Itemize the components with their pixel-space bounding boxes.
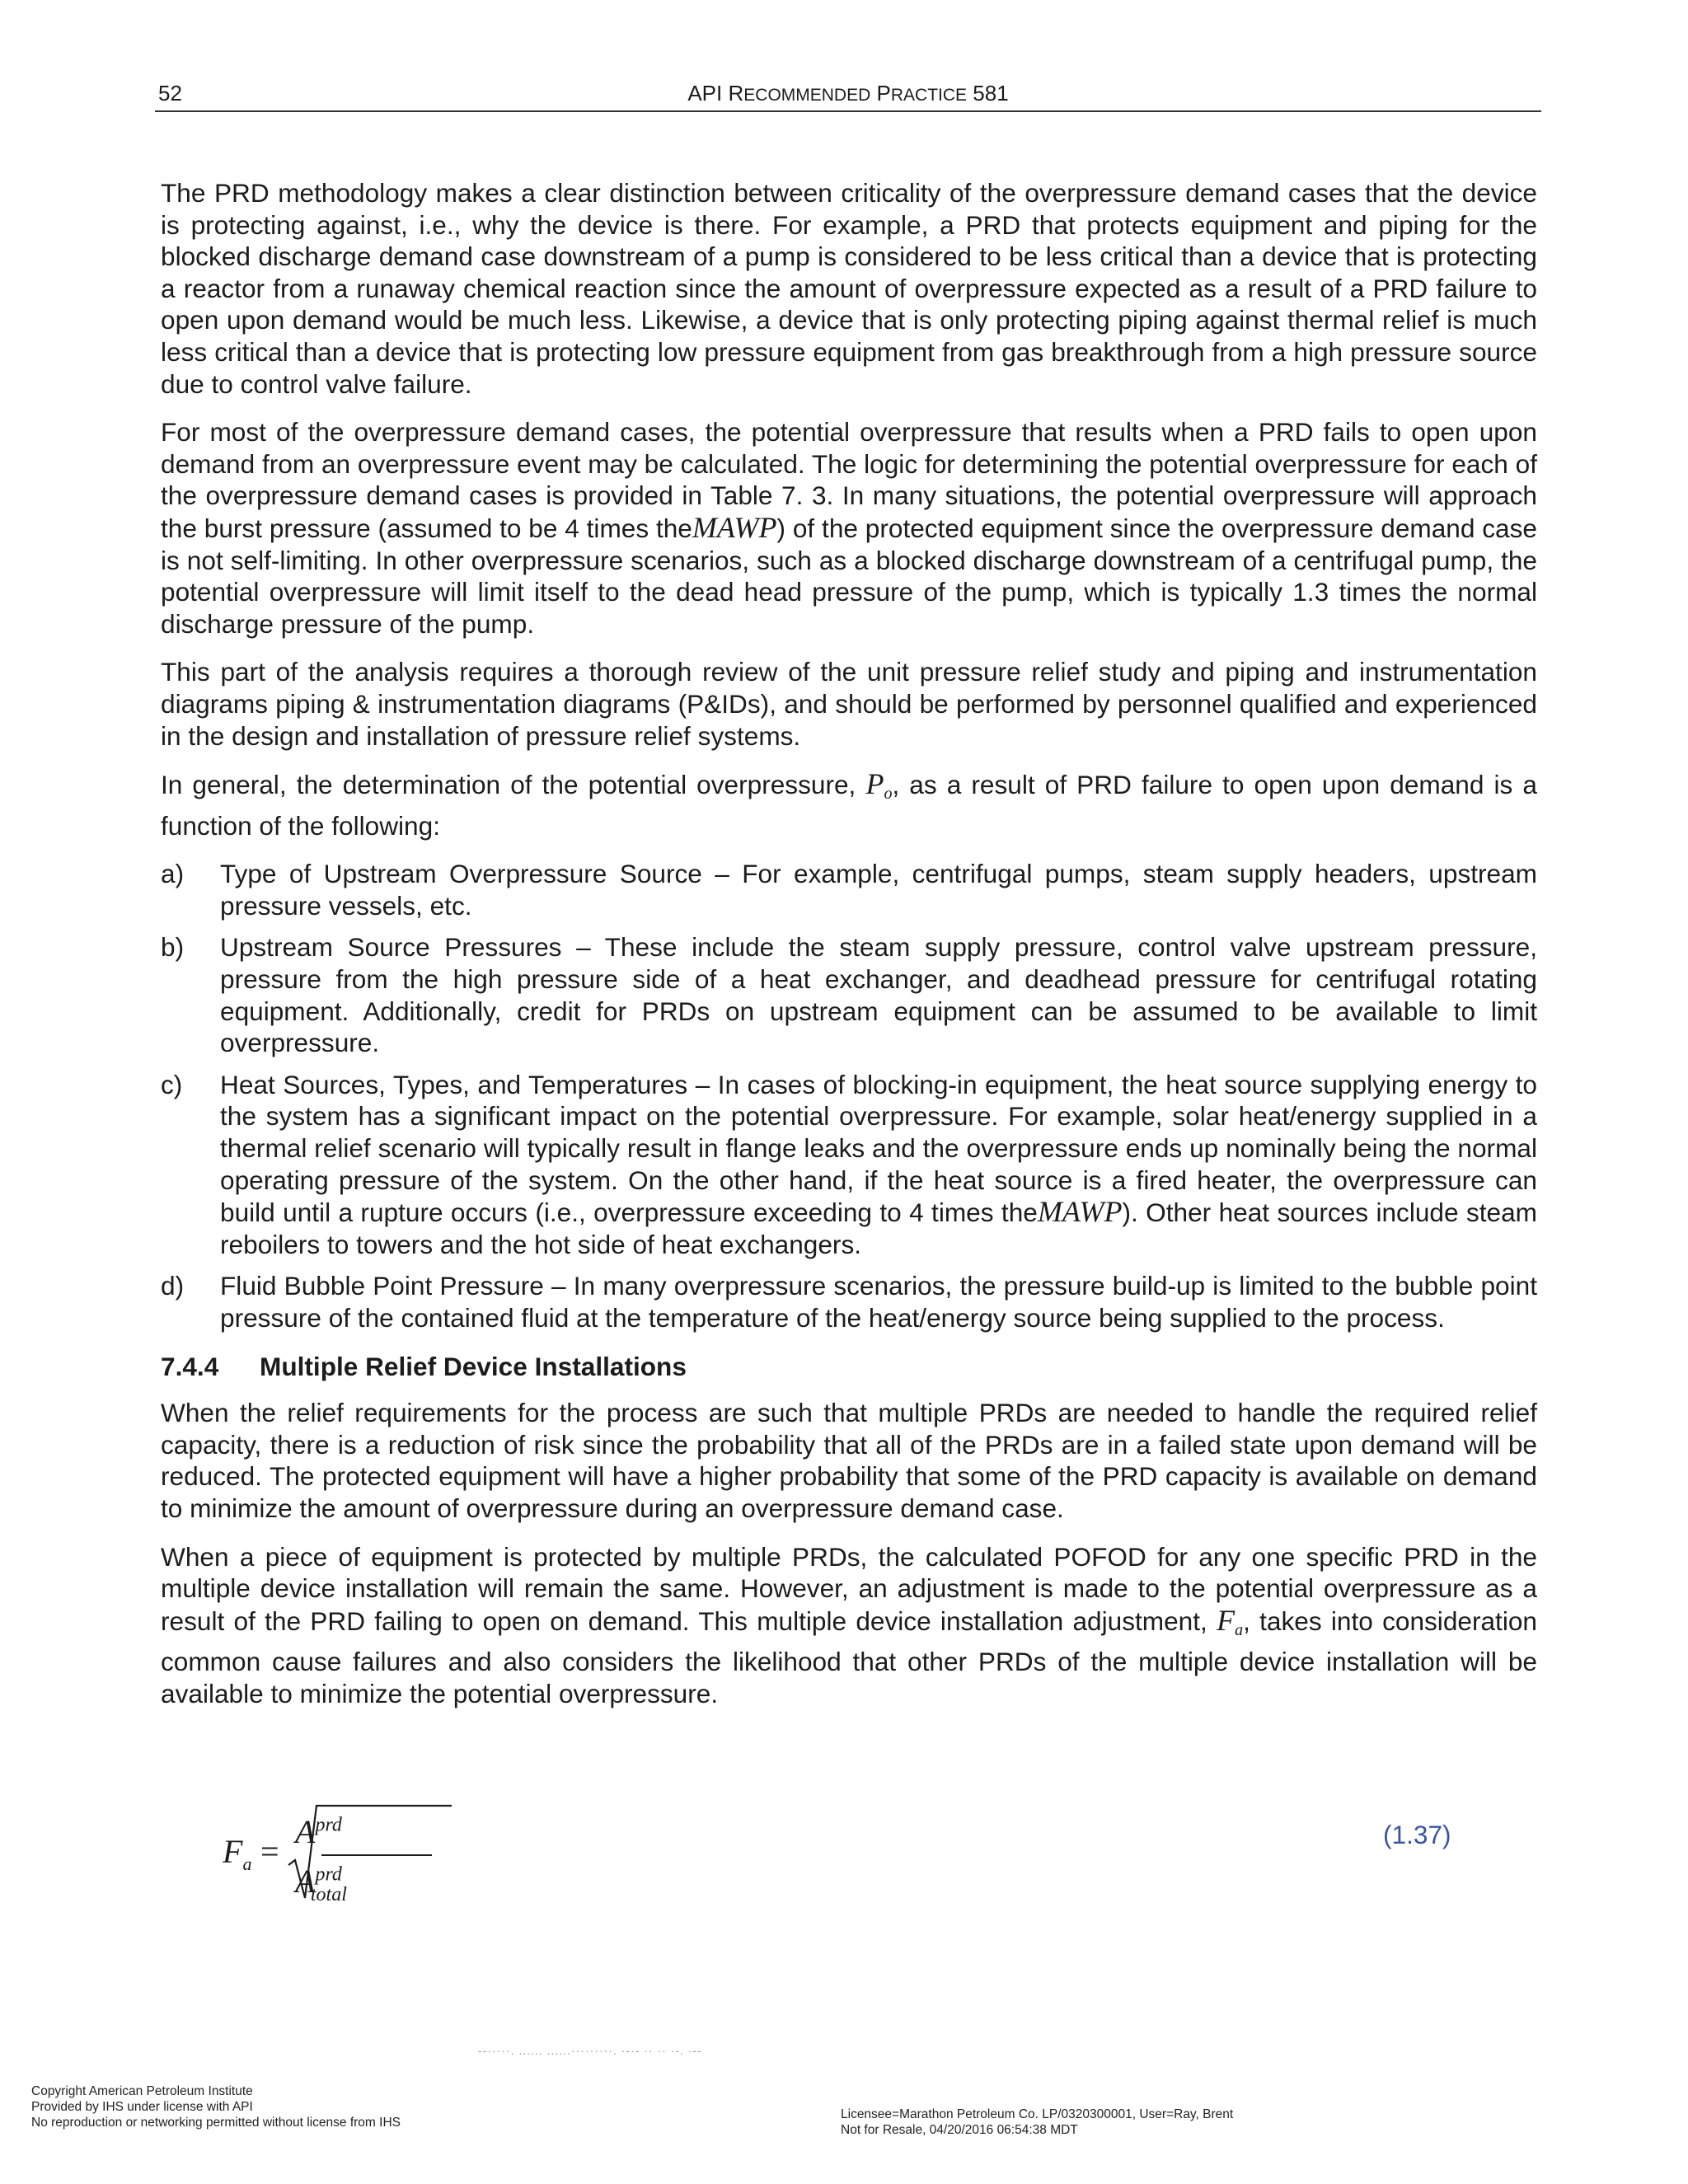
running-title-ecommended: ECOMMENDED <box>743 86 871 105</box>
factor-list <box>161 858 1537 1333</box>
paragraph-analysis-review: This part of the analysis requires a thorough review of the unit pressure relief study and piping and instrumentation diagrams piping & instrumentation diagrams (P&IDs), and should be performed by personnel qualified and experienced in the design and installation of pressure relief systems. <box>161 657 1537 751</box>
po-subscript: o <box>884 785 893 804</box>
footer-line: Copyright American Petroleum Institute <box>31 2084 253 2098</box>
page-header <box>155 79 1541 112</box>
equals-sign: = <box>260 1833 279 1870</box>
c-text-a: Heat Sources, Types, and Temperatures – In cases of blocking-in equipment, the heat source supplying energy to the system has a significant impact on the potential overpressure. For example, solar heat/energy supplied in a thermal relief scenario will typically result in flange leaks and the overpressure ends up nominally being the normal operating pressure of the system. On the other hand, if the heat source is a fired heater, the overpressure can build until a rupture occurs (i.e., overpressure exceeding to 4 times the <box>220 1069 1537 1228</box>
running-title-api: API <box>687 81 729 105</box>
list-item-label: a) <box>161 859 185 889</box>
list-item <box>161 931 1537 1058</box>
equation-lhs-subscript: a <box>242 1854 252 1874</box>
footer-line: No reproduction or networking permitted without license from IHS <box>31 2116 401 2130</box>
p2-text-a: For most of the overpressure demand cases, the potential overpressure that results when a PRD fails to open upon demand from an overpressure event may be calculated. The logic for determining the potential overpressure for each of the overpressure demand cases is provided in Table 7. 3. In many situations, the potential overpressure will approach the burst pressure (assumed to be 4 times the <box>161 417 1537 543</box>
c-text-b: ). Other heat sources include steam reboilers to towers and the hot side of heat exchangers. <box>220 1197 1537 1259</box>
running-title-r: R <box>728 81 744 105</box>
numerator-superscript: prd <box>315 1814 342 1836</box>
footer-license <box>841 2107 1233 2138</box>
paragraph-criticality: The PRD methodology makes a clear distinction between criticality of the overpressure demand cases that the device is protecting against, i.e., why the device is there. For example, a PRD that protects equipment and piping for the blocked discharge demand case downstream of a pump is considered to be less critical than a device that is protecting a reactor from a runaway chemical reaction since the amount of overpressure expected as a result of a PRD failure to open upon demand would be much less. Likewise, a device that is only protecting piping against thermal relief is much less critical than a device that is protecting low pressure equipment from gas breakthrough from a high pressure source due to control valve failure. <box>161 178 1537 399</box>
footer-copyright <box>31 2083 401 2130</box>
running-title-number: 581 <box>967 81 1009 105</box>
body-text <box>161 177 1537 1727</box>
denominator-superscript: prd <box>315 1863 342 1886</box>
p2-text-b: ) of the protected equipment since the overpressure demand case is not self-limiting. In other overpressure scenarios, such as a blocked discharge downstream of a centrifugal pump, the potential overpressure will limit itself to the dead head pressure of the pump, which is typically 1.3 times the normal discharge pressure of the pump. <box>161 513 1537 639</box>
footer-line: Provided by IHS under license with API <box>31 2100 253 2114</box>
section-heading <box>161 1351 1537 1383</box>
denominator-base: A <box>295 1863 316 1900</box>
list-item-text: Type of Upstream Overpressure Source – For example, centrifugal pumps, steam supply headers, upstream pressure vessels, etc. <box>220 859 1537 921</box>
p4-text-b: , as a result of PRD failure to open upon demand is a function of the following: <box>161 770 1537 841</box>
list-item-label: d) <box>161 1271 185 1301</box>
stray-marks: --·····. ...... ......·········. ·-·- ·· ·· ·-. ·-- <box>478 2044 702 2057</box>
equation-number: (1.37) <box>1383 1820 1451 1849</box>
fa-variable <box>1217 1604 1243 1637</box>
list-item-label: b) <box>161 932 185 963</box>
equation-denominator <box>295 1862 378 1905</box>
footer-line: Licensee=Marathon Petroleum Co. LP/0320300001, User=Ray, Brent <box>841 2107 1234 2121</box>
page-number: 52 <box>158 81 182 105</box>
section-title: Multiple Relief Device Installations <box>260 1351 687 1381</box>
p6-text-a: When a piece of equipment is protected by multiple PRDs, the calculated POFOD for any one specific PRD in the multiple device installation will remain the same. However, an adjustment is made to the potential overpressure as a result of the PRD failing to open on demand. This multiple device installation adjustment, <box>161 1541 1537 1636</box>
equation-fa <box>221 1801 1457 1908</box>
mawp-variable: MAWP <box>692 510 777 544</box>
denominator-subscript: total <box>310 1884 347 1905</box>
equation-lhs <box>223 1832 251 1875</box>
list-item-text: Fluid Bubble Point Pressure – In many overpressure scenarios, the pressure build-up is limited to the bubble point pressure of the contained fluid at the temperature of the heat/energy source being supplied to the process. <box>220 1271 1537 1333</box>
paragraph-determination <box>161 768 1537 841</box>
list-item <box>161 1069 1537 1261</box>
po-variable <box>865 767 893 804</box>
po-base: P <box>865 767 884 801</box>
p6-text-b: , takes into consideration common cause failures and also considers the likelihood that other PRDs of the multiple device installation will be available to minimize the potential overpressure. <box>161 1605 1537 1708</box>
fa-base: F <box>1217 1603 1236 1637</box>
p4-text-a: In general, the determination of the potential overpressure, <box>161 770 856 800</box>
list-item <box>161 1270 1537 1333</box>
mawp-variable: MAWP <box>1037 1195 1123 1229</box>
paragraph-relief-requirements: When the relief requirements for the process are such that multiple PRDs are needed to handle the required relief capacity, there is a reduction of risk since the probability that all of the PRDs are in a failed state upon demand will be reduced. The protected equipment will have a higher probability that some of the PRD capacity is available on demand to minimize the amount of overpressure during an overpressure demand case. <box>161 1398 1537 1523</box>
paragraph-potential-overpressure <box>161 416 1537 640</box>
paragraph-adjustment <box>161 1541 1537 1710</box>
footer-line: Not for Resale, 04/20/2016 06:54:38 MDT <box>841 2123 1078 2137</box>
equation-lhs-base: F <box>223 1833 243 1870</box>
list-item-text <box>220 1070 1537 1259</box>
running-title-p: P <box>870 81 891 105</box>
list-item <box>161 858 1537 921</box>
list-item-label: c) <box>161 1069 183 1099</box>
running-title <box>155 81 1541 106</box>
fa-subscript: a <box>1235 1620 1244 1639</box>
numerator-base: A <box>295 1813 316 1850</box>
equation-numerator <box>295 1812 342 1851</box>
running-title-ractice: RACTICE <box>890 86 968 105</box>
list-item-text: Upstream Source Pressures – These include the steam supply pressure, control valve upstream pressure, pressure from the high pressure side of a heat exchanger, and deadhead pressure for centrifugal rotating equipment. Additionally, credit for PRDs on upstream equipment can be assumed to be available to limit overpressure. <box>220 932 1537 1058</box>
section-number: 7.4.4 <box>161 1351 219 1381</box>
